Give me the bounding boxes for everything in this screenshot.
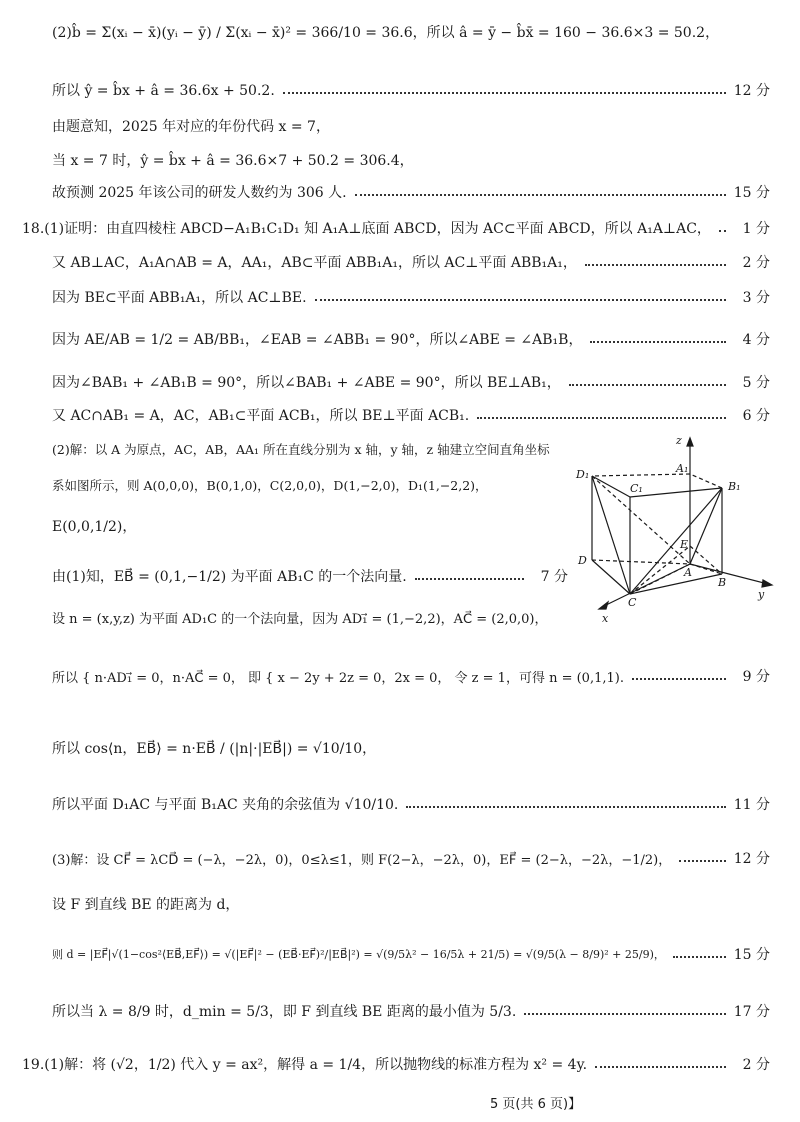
score: 5 分 <box>742 375 770 391</box>
label-c: C <box>628 596 637 609</box>
score: 12 分 <box>733 83 770 99</box>
score: 9 分 <box>742 669 770 685</box>
prism-diagram <box>572 432 782 624</box>
leader-dots <box>590 341 726 343</box>
line-11: (2)解：以 A 为原点，AC，AB，AA₁ 所在直线分别为 x 轴，y 轴，z 轴建立空间直角坐标 <box>52 442 550 457</box>
leader-dots <box>415 578 524 580</box>
score: 1 分 <box>742 221 770 237</box>
score: 4 分 <box>742 332 770 348</box>
score: 15 分 <box>733 947 770 963</box>
y-axis <box>690 564 768 584</box>
line-4: 故预测 2025 年该公司的研发人数约为 306 人. 15 分 <box>52 182 770 202</box>
label-a1: A₁ <box>676 462 689 475</box>
leader-dots <box>719 230 726 232</box>
score: 12 分 <box>733 851 770 867</box>
label-z: z <box>676 434 682 447</box>
line-15: 设 n = (x,y,z) 为平面 AD₁C 的一个法向量，因为 AD₁⃗ = (1,−2,2)，AC⃗ = (2,0,0)， <box>52 612 548 627</box>
line-14: 由(1)知，EB⃗ = (0,1,−1/2) 为平面 AB₁C 的一个法向量. 7 分 <box>52 566 568 586</box>
label-c1: C₁ <box>630 482 643 495</box>
line-17: 所以 cos⟨n，EB⃗⟩ = n·EB⃗ / (|n|·|EB⃗|) = √10/10， <box>52 741 377 757</box>
line-19: (3)解：设 CF⃗ = λCD⃗ = (−λ，−2λ，0)，0≤λ≤1，则 F(2−λ，−2λ，0)，EF⃗ = (2−λ，−2λ，−1/2)， 12 分 <box>52 848 770 868</box>
score: 2 分 <box>742 255 770 271</box>
prism-figure <box>572 432 782 624</box>
line-2: 由题意知，2025 年对应的年份代码 x = 7， <box>52 119 330 135</box>
label-x: x <box>602 612 609 624</box>
line-16: 所以 { n·AD₁⃗ = 0，n·AC⃗ = 0， 即 { x − 2y + 2z = 0，2x = 0， 令 z = 1，可得 n = (0,1,1). 9 分 <box>52 666 770 686</box>
line-21: 则 d = |EF⃗|√(1−cos²⟨EB⃗,EF⃗⟩) = √(|EF⃗|² − (EB⃗·EF⃗)²/|EB⃗|²) = √(9/5λ² − 16/5λ + 21/5) = √(9/5(λ − 8/9)² + 25/9)， 15 分 <box>52 944 770 964</box>
page-footer: 5 页(共 6 页)】 <box>490 1097 582 1112</box>
line-3: 当 x = 7 时，ŷ = b̂x + â = 36.6×7 + 50.2 = 306.4， <box>52 153 414 169</box>
leader-dots <box>315 299 726 301</box>
line-12: 系如图所示，则 A(0,0,0)，B(0,1,0)，C(2,0,0)，D(1,−2,0)，D₁(1,−2,2)， <box>52 478 488 493</box>
line-18: 所以平面 D₁AC 与平面 B₁AC 夹角的余弦值为 √10/10. 11 分 <box>52 794 770 814</box>
leader-dots <box>569 384 726 386</box>
leader-dots <box>585 264 726 266</box>
score: 2 分 <box>742 1057 770 1073</box>
line-23: 19.(1)解：将 (√2，1/2) 代入 y = ax²，解得 a = 1/4，所以抛物线的标准方程为 x² = 4y. 2 分 <box>22 1054 770 1074</box>
line-22: 所以当 λ = 8/9 时，d_min = 5/3，即 F 到直线 BE 距离的最小值为 5/3. 17 分 <box>52 1001 770 1021</box>
label-b1: B₁ <box>728 480 741 493</box>
score: 15 分 <box>733 185 770 201</box>
label-e: E <box>680 538 689 551</box>
label-a: A <box>684 566 692 579</box>
leader-dots <box>283 92 726 94</box>
leader-dots <box>477 417 726 419</box>
leader-dots <box>632 678 726 680</box>
line-6: 又 AB⊥AC，A₁A∩AB = A，AA₁，AB⊂平面 ABB₁A₁，所以 AC⊥平面 ABB₁A₁， 2 分 <box>52 252 770 272</box>
score: 3 分 <box>742 290 770 306</box>
leader-dots <box>406 806 725 808</box>
score: 6 分 <box>742 408 770 424</box>
line-9: 因为∠BAB₁ + ∠AB₁B = 90°，所以∠BAB₁ + ∠ABE = 90°，所以 BE⊥AB₁， 5 分 <box>52 372 770 392</box>
label-d1: D₁ <box>576 468 590 481</box>
leader-dots <box>679 860 725 862</box>
line-13: E(0,0,1/2)， <box>52 519 137 535</box>
leader-dots <box>673 956 726 958</box>
line-7: 因为 BE⊂平面 ABB₁A₁，所以 AC⊥BE. 3 分 <box>52 287 770 307</box>
line-5: 18.(1)证明：由直四棱柱 ABCD−A₁B₁C₁D₁ 知 A₁A⊥底面 ABCD，因为 AC⊂平面 ABCD，所以 A₁A⊥AC， 1 分 <box>22 218 770 238</box>
label-y: y <box>758 588 765 601</box>
score: 11 分 <box>733 797 770 813</box>
line-20: 设 F 到直线 BE 的距离为 d， <box>52 897 240 913</box>
label-b: B <box>718 576 727 589</box>
score: 7 分 <box>540 569 568 585</box>
line-10: 又 AC∩AB₁ = A，AC，AB₁⊂平面 ACB₁，所以 BE⊥平面 ACB₁. 6 分 <box>52 405 770 425</box>
line-1: 所以 ŷ = b̂x + â = 36.6x + 50.2. 12 分 <box>52 80 770 100</box>
label-d: D <box>578 554 587 567</box>
line-8: 因为 AE/AB = 1/2 = AB/BB₁，∠EAB = ∠ABB₁ = 90°，所以∠ABE = ∠AB₁B， 4 分 <box>52 329 770 349</box>
score: 17 分 <box>733 1004 770 1020</box>
leader-dots <box>595 1066 726 1068</box>
line-0: (2)b̂ = Σ(xᵢ − x̄)(yᵢ − ȳ) / Σ(xᵢ − x̄)² = 366/10 = 36.6，所以 â = ȳ − b̂x̄ = 160 − 36.6×3 = 50.2， <box>52 25 720 41</box>
leader-dots <box>524 1013 725 1015</box>
leader-dots <box>355 194 726 196</box>
